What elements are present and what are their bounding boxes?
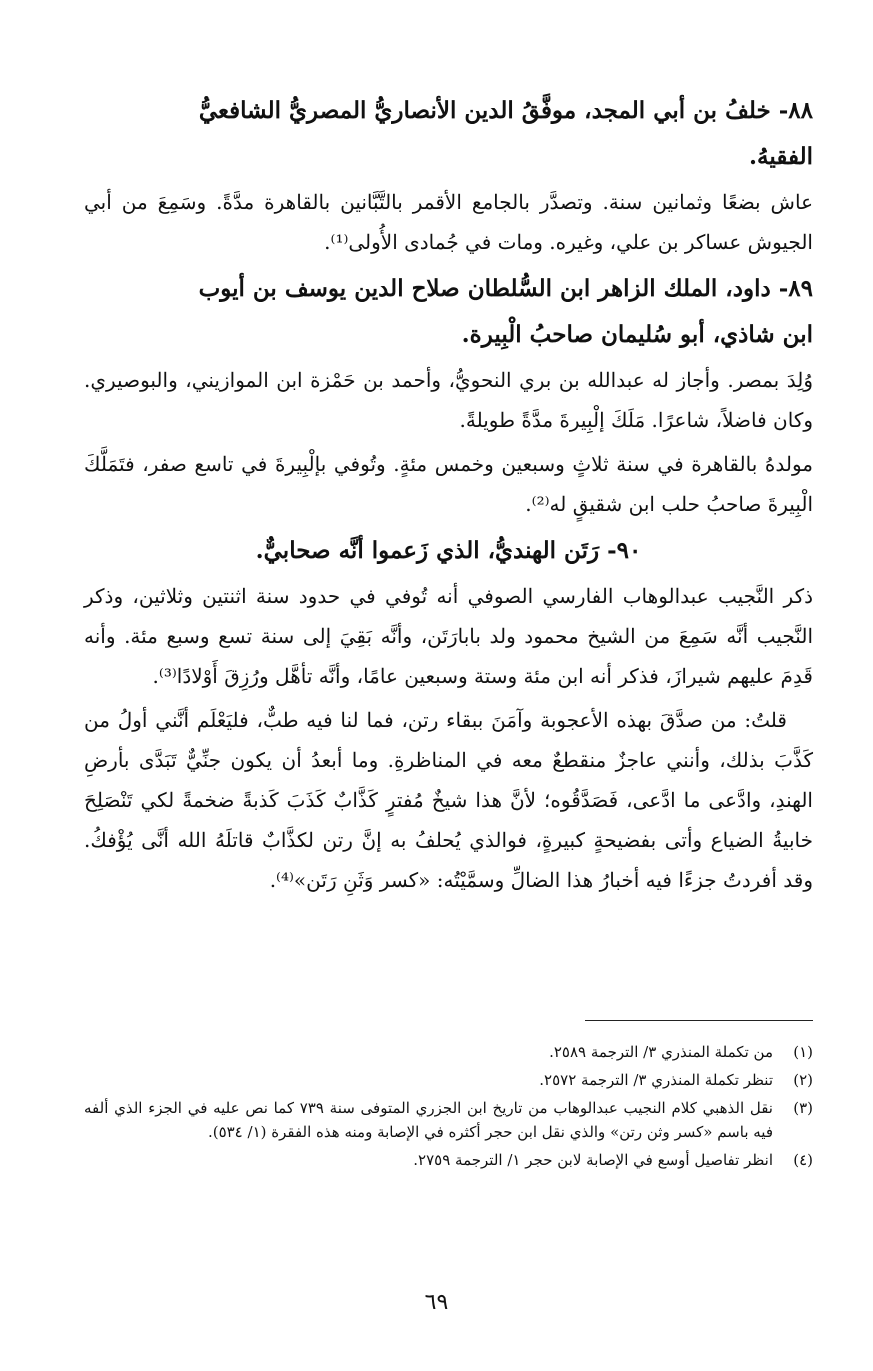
page-body <box>84 88 813 904</box>
entry-paragraph: مولدهُ بالقاهرة في سنة ثلاثٍ وسبعين وخمس مئةٍ. وتُوفي بإلْبِيرةَ في تاسع صفر، فتَمَلَّكَ الْبِيرةَ صاحبُ حلب ابن شقيقٍ له⁽²⁾. <box>84 452 813 516</box>
footnote <box>84 1040 813 1064</box>
entry-heading-line: ٩٠- رَتَن الهنديُّ، الذي زَعموا أنَّه صحابيٌّ. <box>255 537 642 564</box>
entry-heading-line: ٨٨- خلفُ بن أبي المجد، موفَّقُ الدين الأنصاريُّ المصريُّ الشافعيُّ <box>198 97 813 124</box>
footnotes <box>84 1040 813 1176</box>
footnote-number: (٤) <box>793 1151 813 1169</box>
entry-heading-line: الفقيهُ. <box>749 143 813 170</box>
entry-90-heading <box>84 528 813 574</box>
footnote-text: تنظر تكملة المنذري ٣/ الترجمة ٢٥٧٢. <box>539 1071 773 1089</box>
page-number: ٦٩ <box>424 1290 449 1315</box>
footnote-text: من تكملة المنذري ٣/ الترجمة ٢٥٨٩. <box>549 1043 773 1061</box>
entry-paragraph: قلتُ: من صدَّقَ بهذه الأعجوبة وآمَنَ ببقاء رتن، فما لنا فيه طبٌّ، فليَعْلَم أنَّني أولُ من كَذَّبَ بذلك، وأنني عاجزٌ منقطعٌ معه في المناظرةِ. وما أبعدُ أن يكون جنِّيٌّ تَبَدَّى بأرضِ الهندِ، وادَّعى ما ادَّعى، فَصَدَّقُوه؛ لأنَّ هذا شيخٌ مُفترٍ كَذَّابٌ كَذَبَ كَذبةً ضخمةً لكي تَنْصَلِحَ خابيةُ الضياع وأتى بفضيحةٍ كبيرةٍ، فوالذي يُحلفُ به إنَّ رتن لكذَّابٌ قاتلَهُ الله أنَّى يُؤْفكُ. وقد أفردتُ جزءًا فيه أخبارُ هذا الضالِّ وسمَّيْتُه: «كسر وَثَنِ رَتَن»⁽⁴⁾. <box>84 708 813 892</box>
entry-heading-line: ٨٩- داود، الملك الزاهر ابن السُّلطان صلاح الدين يوسف بن أيوب <box>198 275 813 302</box>
footnote-number: (١) <box>793 1043 813 1061</box>
footnote <box>84 1096 813 1144</box>
entry-heading-line: ابن شاذي، أبو سُليمان صاحبُ الْبِيرة. <box>461 321 813 348</box>
footnote <box>84 1068 813 1092</box>
footnote <box>84 1148 813 1172</box>
entry-paragraph: وُلِدَ بمصر. وأجاز له عبدالله بن بري النحويُّ، وأحمد بن حَمْزة ابن الموازيني، والبوصيري. وكان فاضلاً، شاعرًا. مَلَكَ إلْبِيرةَ مدَّةً طويلةً. <box>84 368 813 432</box>
footnote-text: نقل الذهبي كلام النجيب عبدالوهاب من تاريخ ابن الجزري المتوفى سنة ٧٣٩ كما نص عليه في الجزء الذي ألفه فيه باسم «كسر وثن رتن» والذي نقل ابن حجر أكثره في الإصابة ومنه هذه الفقرة (١/ ٥٣٤). <box>84 1099 773 1141</box>
footnote-separator <box>585 1020 813 1021</box>
entry-88-heading <box>84 88 813 180</box>
footnote-text: انظر تفاصيل أوسع في الإصابة لابن حجر ١/ الترجمة ٢٧٥٩. <box>413 1151 773 1169</box>
footnote-number: (٢) <box>793 1071 813 1089</box>
footnote-number: (٣) <box>793 1099 813 1117</box>
entry-89-heading <box>84 266 813 358</box>
entry-paragraph: عاش بضعًا وثمانين سنة. وتصدَّر بالجامع الأقمر بالتَّبَّانين بالقاهرة مدَّةً. وسَمِعَ من أبي الجيوش عساكر بن علي، وغيره. ومات في جُمادى الأُولى⁽¹⁾. <box>84 190 813 254</box>
entry-paragraph: ذكر النَّجيب عبدالوهاب الفارسي الصوفي أنه تُوفي في حدود سنة اثنتين وثلاثين، وذكر النَّجيب أنَّه سَمِعَ من الشيخ محمود ولد بابارَتَن، وأنَّه بَقِيَ إلى سنة تسع وسبع مئة. وأنه قَدِمَ عليهم شيرازَ، فذكر أنه ابن مئة وستة وسبعين عامًا، وأنَّه تأهَّل ورُزِقَ أَوْلادًا⁽³⁾. <box>84 584 813 688</box>
